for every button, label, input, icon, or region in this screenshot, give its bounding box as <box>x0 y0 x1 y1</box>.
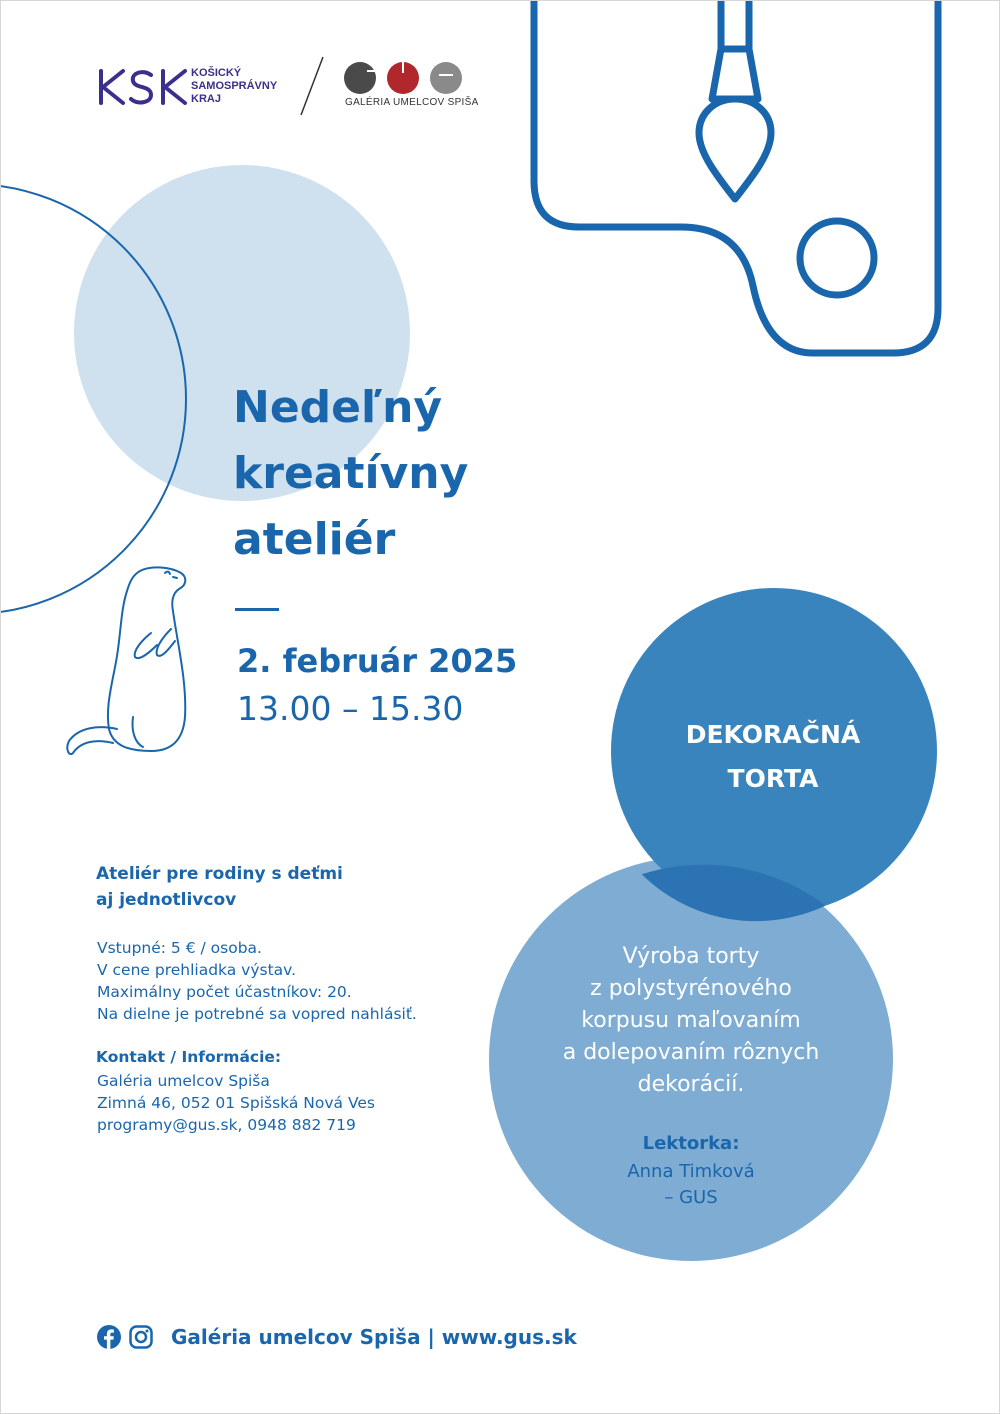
facebook-icon[interactable] <box>97 1325 121 1349</box>
event-date: 2. február 2025 <box>237 642 518 680</box>
info-line: V cene prehliadka výstav. <box>97 961 297 979</box>
workshop-name-line: DEKORAČNÁ <box>685 720 861 749</box>
title-line: ateliér <box>233 514 396 565</box>
gus-name: GALÉRIA UMELCOV SPIŠA <box>345 97 479 108</box>
info-line: Na dielne je potrebné sa vopred nahlásiť. <box>97 1005 417 1023</box>
logo-divider <box>297 55 327 117</box>
info-line: Maximálny počet účastníkov: 20. <box>97 983 352 1001</box>
title-line: Nedeľný <box>233 382 443 433</box>
contact-heading: Kontakt / Informácie: <box>96 1048 282 1066</box>
event-time: 13.00 – 15.30 <box>237 689 464 728</box>
audience <box>96 861 343 913</box>
instagram-icon[interactable] <box>129 1325 153 1349</box>
ksk-logo <box>97 67 189 107</box>
ksk-name: KOŠICKÝ SAMOSPRÁVNY KRAJ <box>191 67 278 105</box>
lecturer-line: – GUS <box>664 1187 718 1208</box>
event-title <box>233 375 468 573</box>
lecturer-line: Anna Timková <box>627 1161 755 1182</box>
workshop-description <box>509 941 873 1101</box>
description-line: a dolepovaním rôznych <box>562 1040 820 1065</box>
info-line: Vstupné: 5 € / osoba. <box>97 939 262 957</box>
title-line: kreatívny <box>233 448 469 499</box>
contact-line: Zimná 46, 052 01 Spišská Nová Ves <box>97 1094 375 1112</box>
audience-line: Ateliér pre rodiny s deťmi <box>96 864 343 884</box>
contact-line: programy@gus.sk, 0948 882 719 <box>97 1116 356 1134</box>
gus-logo <box>341 61 469 101</box>
lecturer-name <box>576 1159 806 1211</box>
description-line: korpusu maľovaním <box>581 1008 801 1033</box>
admission-info <box>97 937 417 1025</box>
contact-line: Galéria umelcov Spiša <box>97 1072 270 1090</box>
description-line: Výroba torty <box>622 944 760 969</box>
footer-link[interactable]: Galéria umelcov Spiša | www.gus.sk <box>171 1325 577 1349</box>
workshop-name-line: TORTA <box>727 764 819 793</box>
background-graphics <box>1 1 1000 1414</box>
description-line: z polystyrénového <box>590 976 792 1001</box>
palette-brush-icon <box>534 1 938 353</box>
workshop-name <box>613 713 933 801</box>
description-line: dekorácií. <box>637 1072 745 1097</box>
contact-details <box>97 1070 375 1136</box>
footer <box>97 1321 577 1353</box>
audience-line: aj jednotlivcov <box>96 890 237 910</box>
lecturer-heading: Lektorka: <box>642 1133 740 1154</box>
title-divider <box>235 608 279 611</box>
marmot-illustration <box>67 567 185 754</box>
